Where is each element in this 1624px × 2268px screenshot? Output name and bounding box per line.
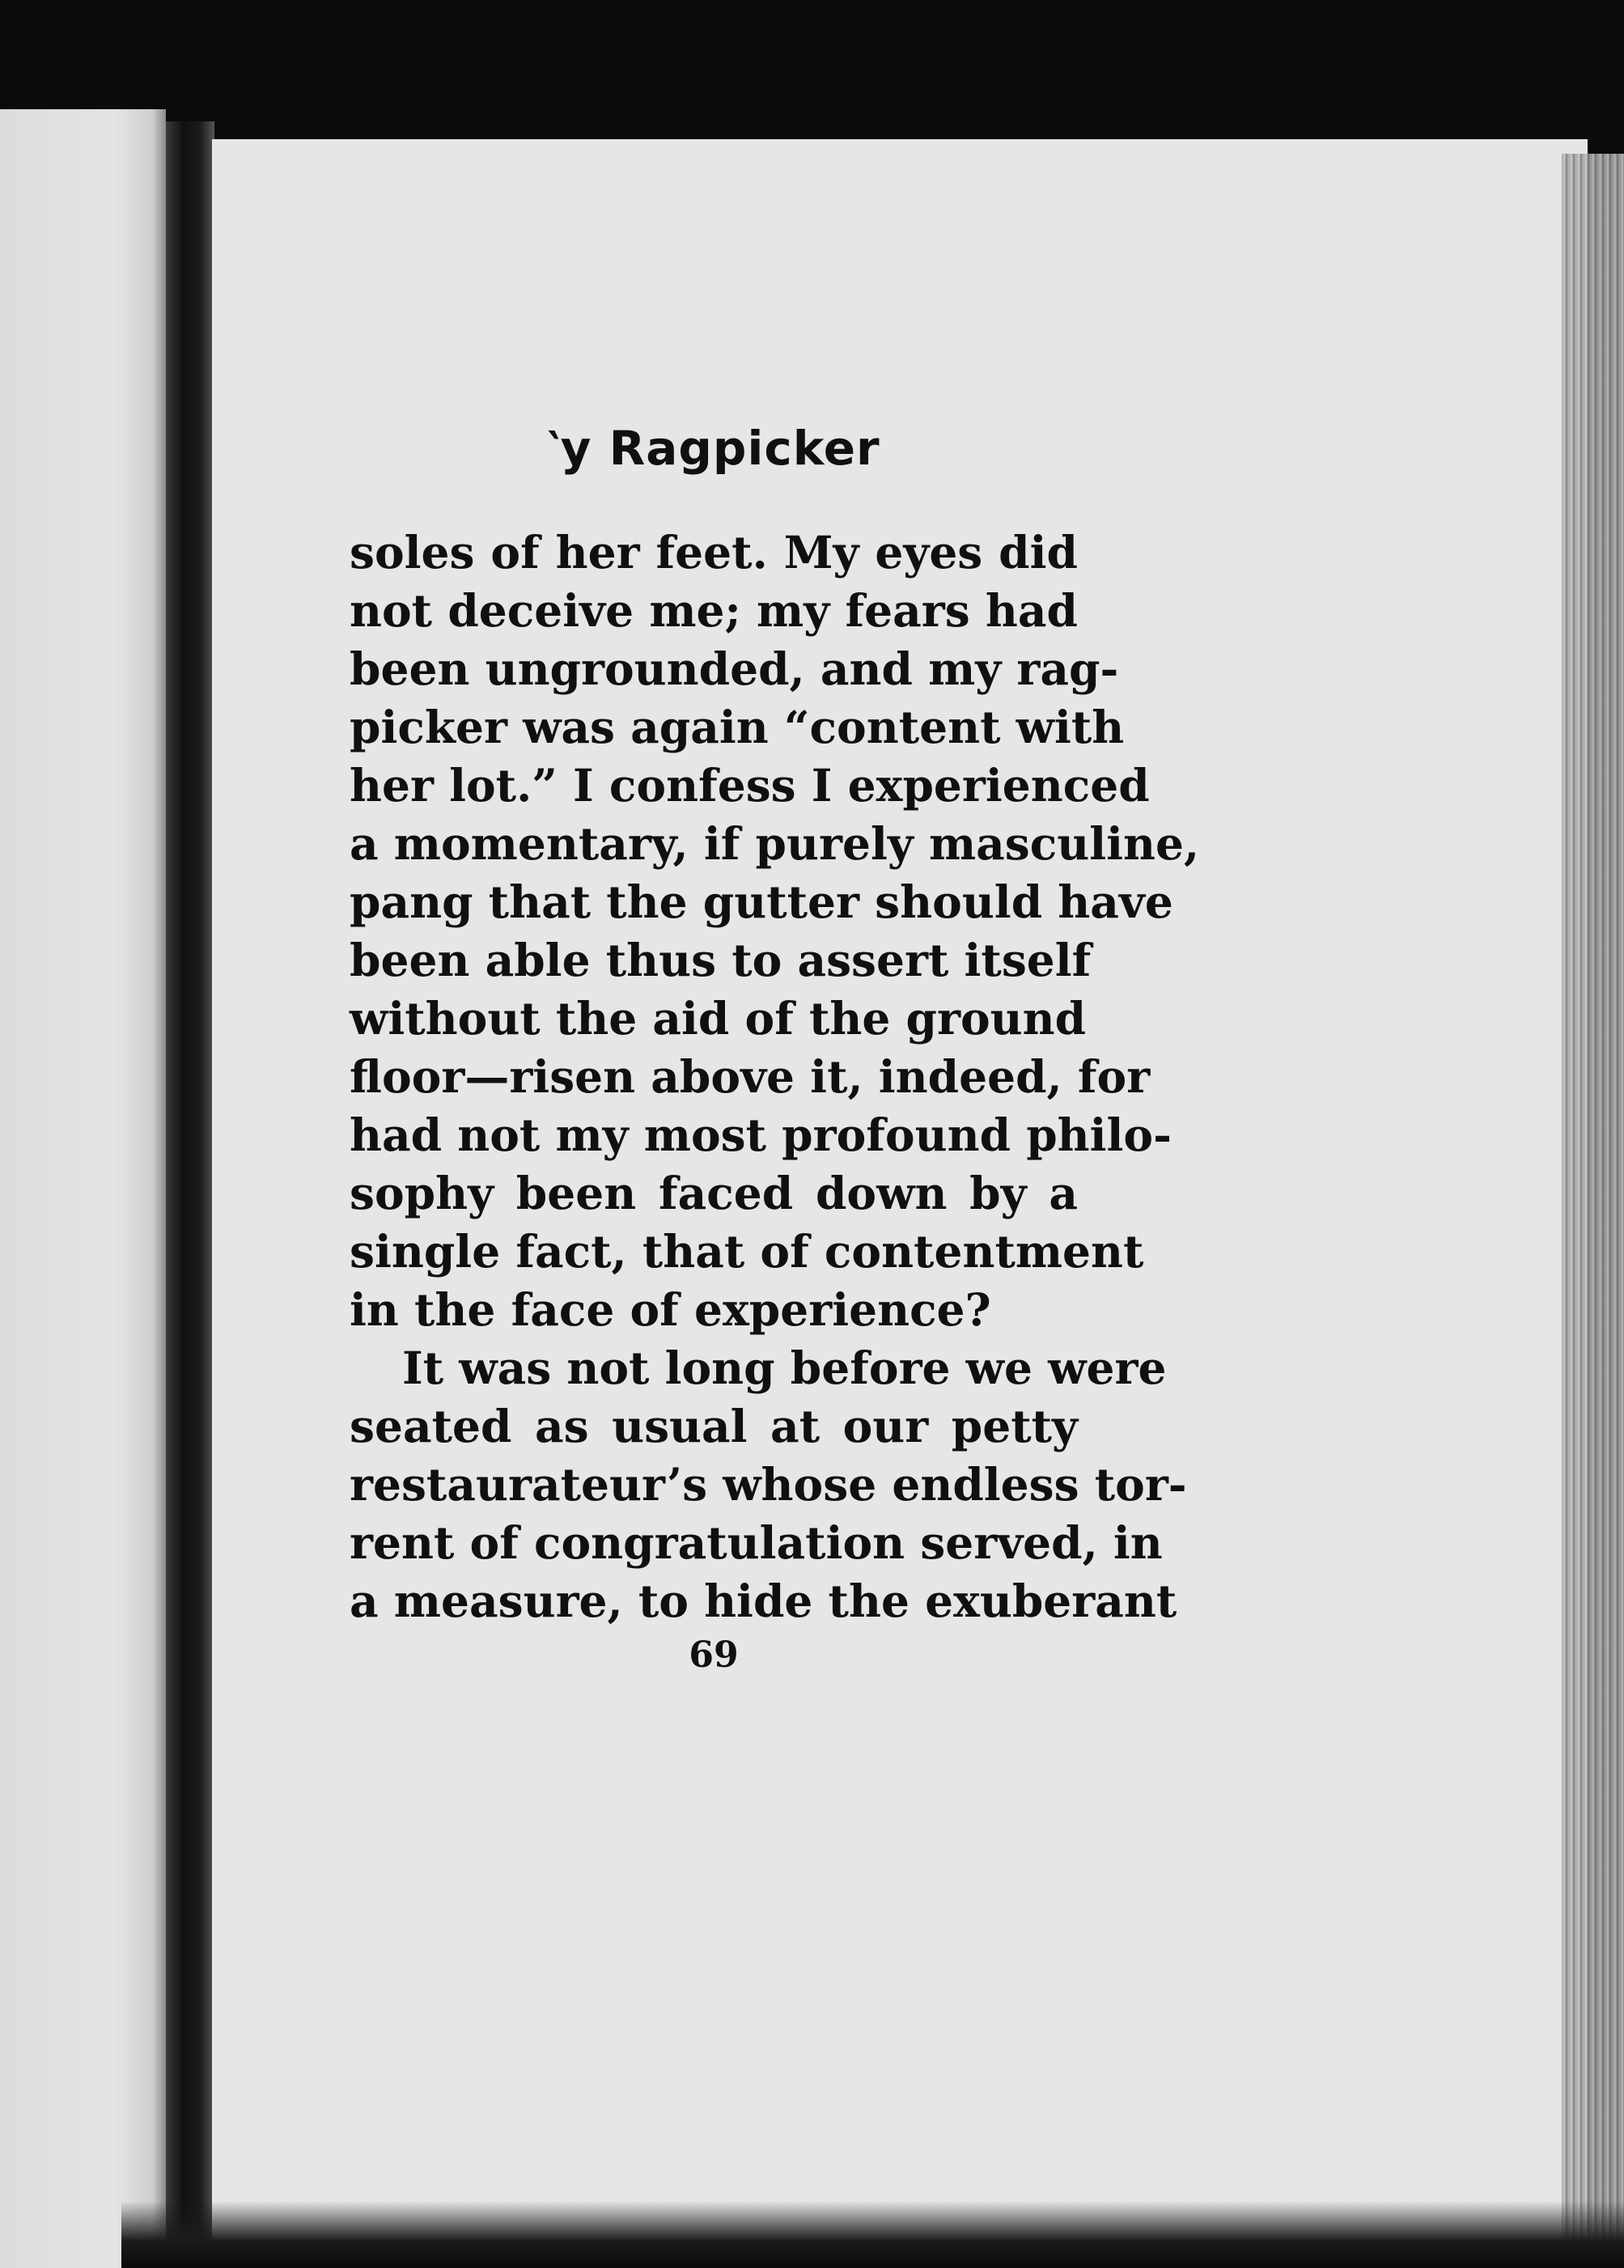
text-line: been ungrounded, and my rag- xyxy=(350,642,1119,695)
page-number: 69 xyxy=(689,1634,739,1676)
text-line: It was not long before we were xyxy=(402,1342,1167,1394)
page-stack-edge xyxy=(1562,154,1624,2268)
text-line: her lot.” I confess I experienced xyxy=(350,759,1150,812)
text-line: single fact, that of contentment xyxy=(350,1225,1144,1278)
running-head: ‵y Ragpicker xyxy=(547,421,880,476)
text-line: a measure, to hide the exuberant xyxy=(350,1575,1177,1627)
text-line: sophy been faced down by a xyxy=(350,1167,1078,1219)
text-line: restaurateur’s whose endless tor- xyxy=(350,1458,1187,1511)
text-line: had not my most profound philo- xyxy=(350,1109,1172,1161)
facing-page-edge xyxy=(0,109,166,2268)
text-line: without the aid of the ground xyxy=(350,992,1087,1045)
text-line: not deceive me; my fears had xyxy=(350,584,1078,637)
text-line: seated as usual at our petty xyxy=(350,1400,1078,1452)
text-line: a momentary, if purely masculine, xyxy=(350,817,1200,870)
text-line: rent of congratulation served, in xyxy=(350,1516,1163,1569)
text-line: picker was again “content with xyxy=(350,701,1125,753)
text-line: in the face of experience? xyxy=(350,1283,991,1336)
book-gutter xyxy=(166,121,214,2268)
text-line: been able thus to assert itself xyxy=(350,934,1092,986)
text-line: pang that the gutter should have xyxy=(350,875,1173,928)
bottom-shadow xyxy=(121,2201,1624,2268)
text-line: soles of her feet. My eyes did xyxy=(350,526,1078,579)
text-line: floor—risen above it, indeed, for xyxy=(350,1050,1151,1103)
